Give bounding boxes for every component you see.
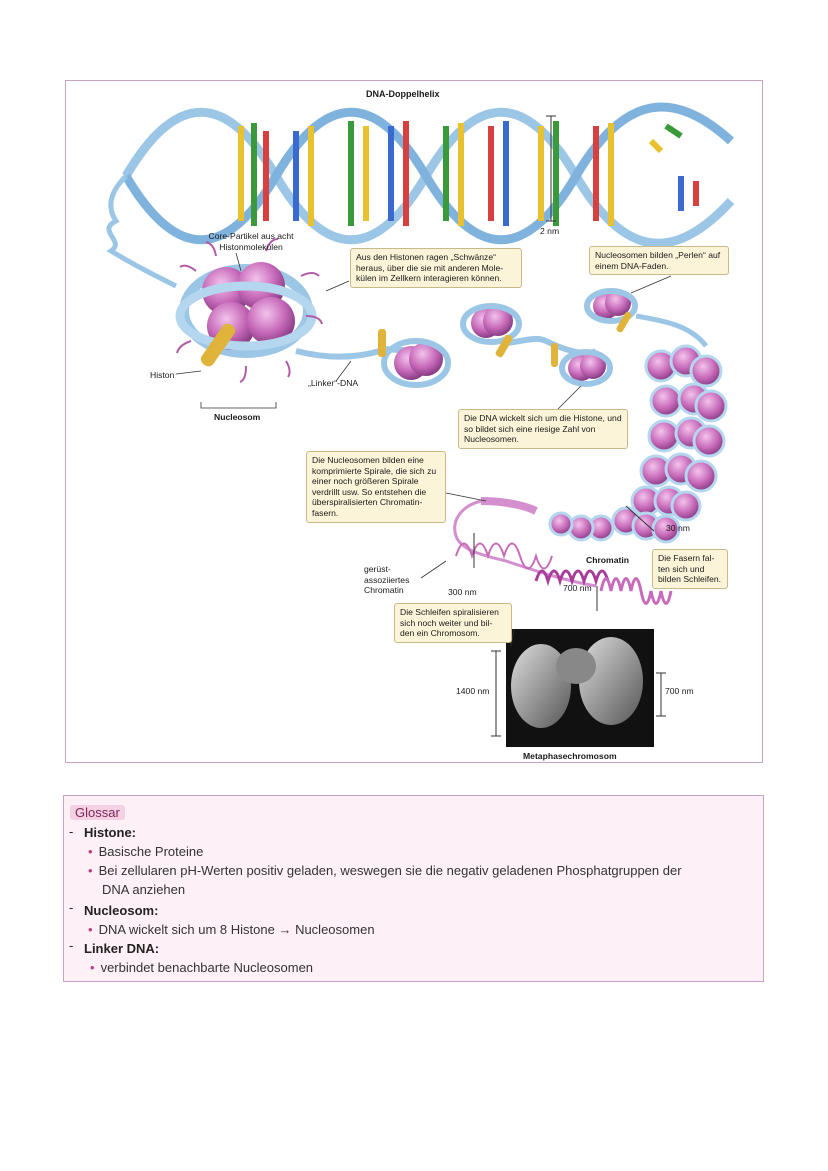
callout-compressed-spiral: Die Nucleosomen bilden eine komprimierte Spirale, die sich zu einer noch größeren Spirale verdrillt usw. So entstehen die überspiralisierten Chromatin- fasern.: [306, 451, 446, 523]
figure-title: DNA-Doppelhelix: [366, 89, 440, 99]
scale-label-700nm-chromosome: 700 nm: [665, 686, 694, 696]
scale-label-1400nm: 1400 nm: [456, 686, 490, 696]
scale-label-300nm: 300 nm: [448, 587, 477, 597]
glossary-heading-nucleosome: Nucleosom:: [84, 903, 159, 918]
glossary-item-continued: DNA anziehen: [102, 882, 186, 897]
scale-label-700nm-loops: 700 nm: [563, 583, 592, 593]
core-particle-label: Core-Partikel aus acht Histonmolekülen: [208, 231, 294, 252]
glossary-item: • verbindet benachbarte Nucleosomen: [90, 960, 314, 975]
callout-fiber-loops: Die Fasern fal- ten sich und bilden Schleifen.: [652, 549, 728, 589]
callout-dna-wrap: Die DNA wickelt sich um die Histone, und so bildet sich eine riesige Zahl von Nucleosomen.: [458, 409, 628, 449]
scale-label-30nm: 30 nm: [666, 523, 690, 533]
callout-nucleosome-beads: Nucleosomen bilden „Perlen“ auf einem DNA-Faden.: [589, 246, 729, 275]
diagram-figure: [65, 80, 763, 763]
metaphase-chromosome-label: Metaphasechromosom: [523, 751, 617, 761]
glossary-item: • Bei zellularen pH-Werten positiv geladen, weswegen sie die negativ geladenen Phosphatgruppen der: [88, 863, 682, 878]
glossary-panel: Glossar - Histone: • Basische Proteine • Bei zellularen pH-Werten positiv geladen, weswegen sie die negativ geladenen Phosphatgruppen der DNA anziehen - Nucleosom: • DNA wickelt sich um 8 Histone → Nucleosomen - Linker DNA: • verbindet benachbarte Nucleosomen: [63, 795, 764, 982]
linker-dna-label: „Linker“-DNA: [308, 378, 359, 388]
nucleosome-label: Nucleosom: [214, 412, 261, 422]
scale-label-2nm: 2 nm: [540, 226, 560, 236]
scaffold-chromatin-label: gerüst- assoziiertes Chromatin: [364, 564, 410, 595]
glossary-heading-linker-dna: Linker DNA:: [84, 941, 160, 956]
histon-label: Histon: [150, 370, 175, 380]
callout-histone-tails: Aus den Histonen ragen „Schwänze“ heraus, über die sie mit anderen Mole- külen im Zellkern interagieren können.: [350, 248, 522, 288]
glossary-item: • Basische Proteine: [88, 844, 204, 859]
glossary-item: • DNA wickelt sich um 8 Histone → Nucleosomen: [88, 922, 375, 937]
chromatin-diagram-graphic: [66, 81, 764, 764]
glossary-heading-histone: Histone:: [84, 825, 136, 840]
metaphase-chromosome-photo: [491, 629, 666, 747]
callout-chromosome-formation: Die Schleifen spiralisieren sich noch weiter und bil- den ein Chromosom.: [394, 603, 512, 643]
chromatin-label: Chromatin: [586, 555, 629, 565]
glossary-title: Glossar: [70, 805, 125, 820]
